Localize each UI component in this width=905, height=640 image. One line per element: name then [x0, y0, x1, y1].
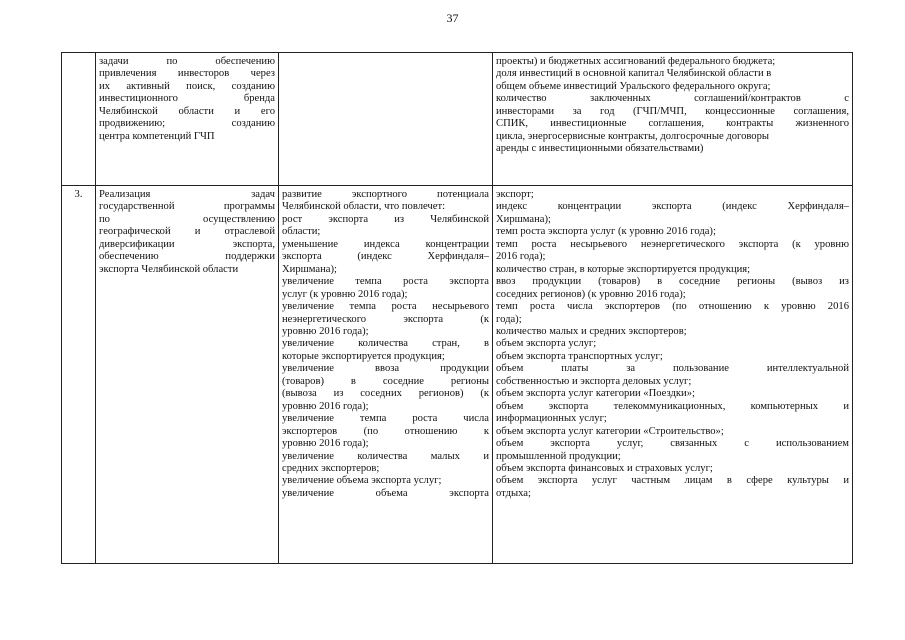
row-number-cell: 3.	[62, 186, 96, 564]
indicators-line: отдыха;	[496, 487, 531, 499]
result-line: экспортеров (по отношению к	[282, 425, 489, 437]
result-line: развитие экспортного потенциала	[282, 189, 489, 200]
result-line: (товаров) в соседние регионы	[282, 375, 489, 387]
result-line: Челябинской области, что повлечет:	[282, 201, 446, 213]
task-line: Челябинской области и его	[99, 105, 275, 117]
page-number: 37	[446, 11, 459, 25]
indicators-line: объем экспорта транспортных услуг;	[496, 350, 663, 362]
task-line: обеспечению поддержки	[99, 251, 275, 263]
task-line: Реализация задач	[99, 189, 275, 200]
indicators-line: доля инвестиций в основной капитал Челябинской области в	[496, 68, 772, 80]
task-line: центра компетенций ГЧП	[99, 130, 215, 142]
result-line: уровню 2016 года);	[282, 438, 369, 450]
indicators-line: темп роста числа экспортеров (по отношению к уровню 2016	[496, 301, 849, 313]
result-line: увеличение количества малых и	[282, 450, 489, 462]
result-line: неэнергетического экспорта (к	[282, 313, 489, 325]
indicators-line: СПИК, инвестиционные соглашения, контракты жизненного	[496, 118, 849, 130]
task-line: экспорта Челябинской области	[99, 263, 239, 275]
indicators-line: объем экспорта услуг категории «Строительство»;	[496, 425, 724, 437]
result-line: экспорта (индекс Херфиндаля–	[282, 251, 489, 263]
indicators-line: Хиршмана);	[496, 213, 551, 225]
task-line: государственной программы	[99, 201, 275, 213]
result-line: увеличение количества стран, в	[282, 338, 489, 350]
result-line: увеличение темпа роста несырьевого	[282, 301, 489, 313]
result-line: увеличение темпа роста экспорта	[282, 276, 489, 288]
indicators-line: экспорт;	[496, 189, 534, 200]
indicators-line: объем экспорта финансовых и страховых услуг;	[496, 462, 713, 474]
indicators-line: количество малых и средних экспортеров;	[496, 325, 687, 337]
table-row	[62, 186, 853, 564]
indicators-line: соседних регионов) (к уровню 2016 года);	[496, 288, 686, 300]
indicators-line: аренды с инвестиционными обязательствами)	[496, 143, 704, 155]
indicators-line: объем экспорта услуг частным лицам в сфере культуры и	[496, 475, 849, 487]
result-cell	[279, 53, 493, 186]
task-line: географической и отраслевой	[99, 226, 275, 238]
result-line: увеличение объема экспорта	[282, 487, 489, 499]
indicators-cell	[493, 186, 853, 564]
result-line: Хиршмана);	[282, 263, 337, 275]
indicators-line: объем экспорта услуг;	[496, 338, 597, 350]
result-cell	[279, 186, 493, 564]
row-number-cell	[62, 53, 96, 186]
indicators-line: года);	[496, 313, 522, 325]
task-line: по осуществлению	[99, 213, 275, 225]
indicators-line: количество заключенных соглашений/контрактов с	[496, 93, 849, 105]
result-line: услуг (к уровню 2016 года);	[282, 288, 408, 300]
result-line: увеличение темпа роста числа	[282, 413, 489, 425]
result-line: рост экспорта из Челябинской	[282, 213, 489, 225]
task-line: привлечения инвесторов через	[99, 68, 275, 80]
indicators-line: промышленной продукции;	[496, 450, 621, 462]
task-line: диверсификации экспорта,	[99, 238, 275, 250]
result-line: увеличение ввоза продукции	[282, 363, 489, 375]
indicators-line: объем экспорта услуг категории «Поездки»;	[496, 388, 695, 400]
indicators-line: темп роста экспорта услуг (к уровню 2016 года);	[496, 226, 716, 238]
task-line: инвестиционного бренда	[99, 93, 275, 105]
result-line: уменьшение индекса концентрации	[282, 238, 489, 250]
program-table	[61, 52, 853, 564]
indicators-line: цикла, энергосервисные контракты, долгосрочные договоры	[496, 130, 770, 142]
result-line: увеличение объема экспорта услуг;	[282, 475, 442, 487]
result-line: уровню 2016 года);	[282, 400, 369, 412]
task-line: задачи по обеспечению	[99, 56, 275, 67]
task-line: их активный поиск, созданию	[99, 80, 275, 92]
task-cell	[96, 186, 279, 564]
indicators-line: индекс концентрации экспорта (индекс Херфиндаля–	[496, 201, 849, 213]
indicators-line: 2016 года);	[496, 251, 546, 263]
indicators-line: инвесторами за год (ГЧП/МЧП, концессионные соглашения,	[496, 105, 849, 117]
indicators-line: темп роста несырьевого неэнергетического экспорта (к уровню	[496, 238, 849, 250]
result-line: (вывоза из соседних регионов) (к	[282, 388, 489, 400]
indicators-line: ввоз продукции (товаров) в соседние регионы (вывоз из	[496, 276, 849, 288]
indicators-line: информационных услуг;	[496, 413, 607, 425]
indicators-cell	[493, 53, 853, 186]
task-cell	[96, 53, 279, 186]
table-row	[62, 53, 853, 186]
result-line: уровню 2016 года);	[282, 325, 369, 337]
indicators-line: общем объеме инвестиций Уральского федерального округа;	[496, 80, 771, 92]
indicators-line: проекты) и бюджетных ассигнований федерального бюджета;	[496, 56, 776, 67]
result-line: области;	[282, 226, 321, 238]
indicators-line: объем экспорта услуг, связанных с использованием	[496, 438, 849, 450]
indicators-line: собственностью и экспорта деловых услуг;	[496, 375, 692, 387]
result-line: которые экспортируется продукция;	[282, 350, 445, 362]
indicators-line: количество стран, в которые экспортируется продукция;	[496, 263, 751, 275]
indicators-line: объем платы за пользование интеллектуальной	[496, 363, 849, 375]
indicators-line: объем экспорта телекоммуникационных, компьютерных и	[496, 400, 849, 412]
task-line: продвижению; созданию	[99, 118, 275, 130]
result-line: средних экспортеров;	[282, 462, 380, 474]
